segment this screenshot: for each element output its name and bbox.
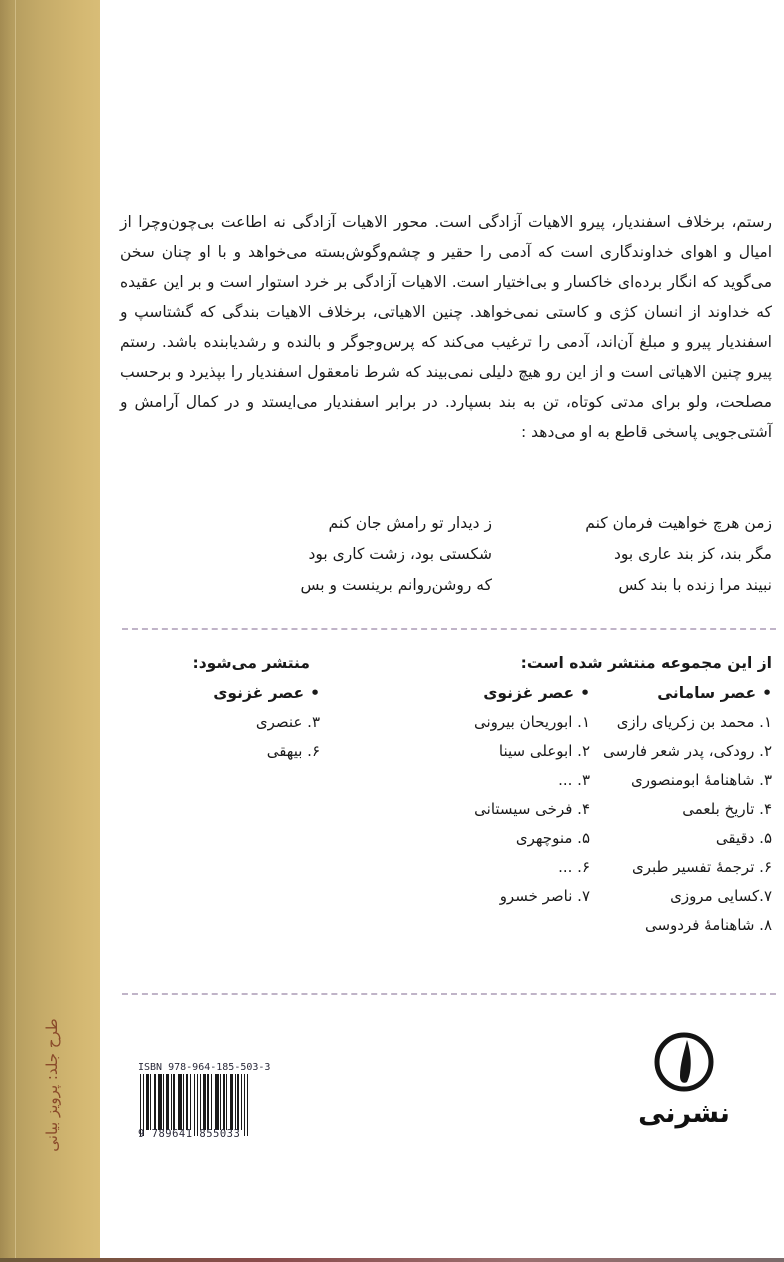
series-item: ۶. ... [558, 858, 590, 876]
isbn-digits: 9 789641 855033 [138, 1128, 241, 1140]
series-item: ۷. ناصر خسرو [499, 887, 590, 905]
first-hemistich: زمن هرچ خواهیت فرمان کنم [585, 514, 772, 532]
era-title: •عصر سامانی [657, 684, 772, 702]
verse-row [212, 570, 772, 601]
published-heading: از این مجموعه منتشر شده است: [520, 654, 772, 672]
second-hemistich: که روشن‌روانم برینست و بس [300, 576, 492, 594]
second-hemistich: شکستی بود، زشت کاری بود [308, 545, 492, 563]
series-item: ۷.کسایی مروزی [670, 887, 772, 905]
bullet-icon: • [762, 684, 772, 702]
back-cover [100, 0, 784, 1262]
era-column-samanid [590, 678, 772, 940]
blurb-paragraph: رستم، برخلاف اسفندیار، پیرو الاهیات آزادگی است. محور الاهیات آزادگی نه اطاعت بی‌چون‌وچرا از امیال و اهوای خداوندگاری است که آدمی را حقیر و چشم‌وگوش‌بسته می‌خواهد و با او چنان سخن می‌گوید که انگار برده‌ای خاکسار و بی‌اختیار است. الاهیات آزادگی بر خرد استوار است و بر این عقیده که خداوند از انسان کژی و کاستی نمی‌خواهد. چنین الاهیاتی، برخلاف الاهیات بندگی که گشتاسپ و اسفندیار پیرو و مبلغ آن‌اند، آدمی را ترغیب می‌کند که پرس‌وجوگر و بالنده و رشدیابنده باشد. رستم پیرو چنین الاهیاتی است و از این رو هیچ دلیلی نمی‌بیند که شرط نامعقول اسفندیار را بپذیرد و برحسب مصلحت، ولو برای مدتی کوتاه، تن به بند بسپارد. در برابر اسفندیار می‌ایستد و در کمال آرامش و آشتی‌جویی پاسخی قاطع به او می‌دهد : [120, 213, 772, 441]
upcoming-section [110, 648, 310, 678]
series-item: ۵. دقیقی [715, 829, 772, 847]
series-item: ۶. ترجمهٔ تفسیر طبری [631, 858, 772, 876]
isbn-barcode [138, 1062, 282, 1140]
bullet-icon: • [580, 684, 590, 702]
first-hemistich: نبیند مرا زنده با بند کس [618, 576, 772, 594]
series-item: ۲. رودکی، پدر شعر فارسی [603, 742, 772, 760]
series-grid [150, 678, 772, 940]
dashed-divider-top [122, 628, 776, 630]
series-item: ۳. شاهنامهٔ ابومنصوری [631, 771, 772, 789]
series-item: ۶. بیهقی [266, 742, 320, 760]
series-item: ۵. منوچهری [515, 829, 590, 847]
first-hemistich: مگر بند، کز بند عاری بود [613, 545, 772, 563]
cover-design-credit: طرح جلد: پرویز بیانی [43, 1018, 61, 1152]
series-item: ۱. ابوریحان بیرونی [473, 713, 590, 731]
publisher-name: نشرنی [638, 1098, 730, 1129]
series-item: ۳. عنصری [255, 713, 320, 731]
verse-row [212, 508, 772, 539]
series-item: ۴. فرخی سیستانی [474, 800, 590, 818]
barcode-bars-icon [140, 1074, 282, 1134]
bullet-icon: • [310, 684, 320, 702]
series-item: ۱. محمد بن زکریای رازی [616, 713, 772, 731]
series-item: ۸. شاهنامهٔ فردوسی [644, 916, 772, 934]
dashed-divider-bottom [122, 993, 776, 995]
series-item: ۲. ابوعلی سینا [498, 742, 590, 760]
published-section [392, 648, 772, 678]
era-title: •عصر غزنوی [483, 684, 590, 702]
bottom-edge [0, 1258, 784, 1262]
verse-row [212, 539, 772, 570]
book-spine [0, 0, 100, 1262]
reed-leaf-in-circle-icon [652, 1030, 716, 1094]
poem-verses [212, 508, 772, 601]
isbn-label: ISBN 978-964-185-503-3 [138, 1062, 271, 1073]
second-hemistich: ز دیدار تو رامش جان کنم [328, 514, 492, 532]
publisher-logo [634, 1030, 734, 1132]
era-column-ghaznavid-upcoming [150, 678, 320, 940]
upcoming-heading: منتشر می‌شود: [192, 654, 310, 672]
series-item: ۳. ... [558, 771, 590, 789]
era-title: •عصر غزنوی [213, 684, 320, 702]
era-column-ghaznavid [430, 678, 590, 940]
series-item: ۴. تاریخ بلعمی [682, 800, 772, 818]
